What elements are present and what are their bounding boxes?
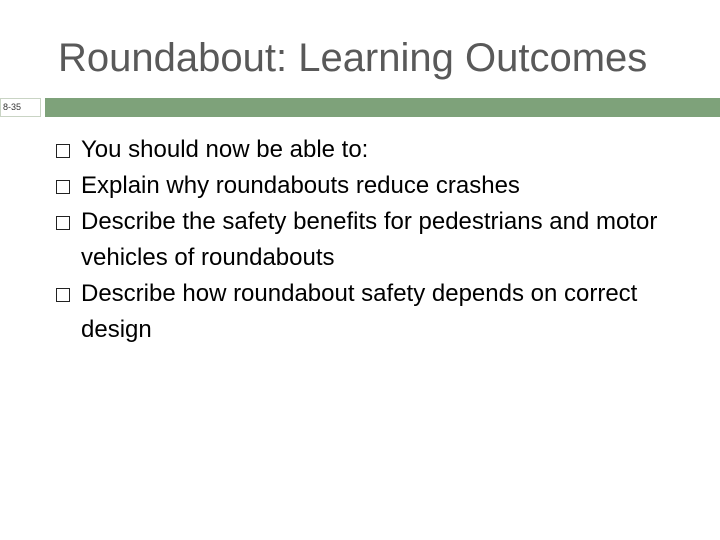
slide-number-box: [0, 98, 41, 117]
bullet-item: [50, 168, 710, 204]
slide-title: Roundabout: Learning Outcomes: [58, 36, 648, 80]
slide-number: 8-35: [3, 102, 22, 112]
bullet-text: Describe how roundabout safety depends on correct design: [81, 280, 638, 343]
bullet-list: [50, 132, 710, 348]
square-bullet-icon: [56, 216, 70, 230]
bullet-text: Describe the safety benefits for pedestrians and motor vehicles of roundabouts: [81, 208, 658, 271]
bullet-text: You should now be able to:: [81, 136, 369, 163]
square-bullet-icon: [56, 144, 70, 158]
title-accent-bar: [45, 98, 720, 117]
bullet-text: Explain why roundabouts reduce crashes: [81, 172, 520, 199]
bullet-item: [50, 132, 710, 168]
square-bullet-icon: [56, 180, 70, 194]
bullet-item: [50, 204, 710, 276]
bullet-item: [50, 276, 710, 348]
square-bullet-icon: [56, 288, 70, 302]
